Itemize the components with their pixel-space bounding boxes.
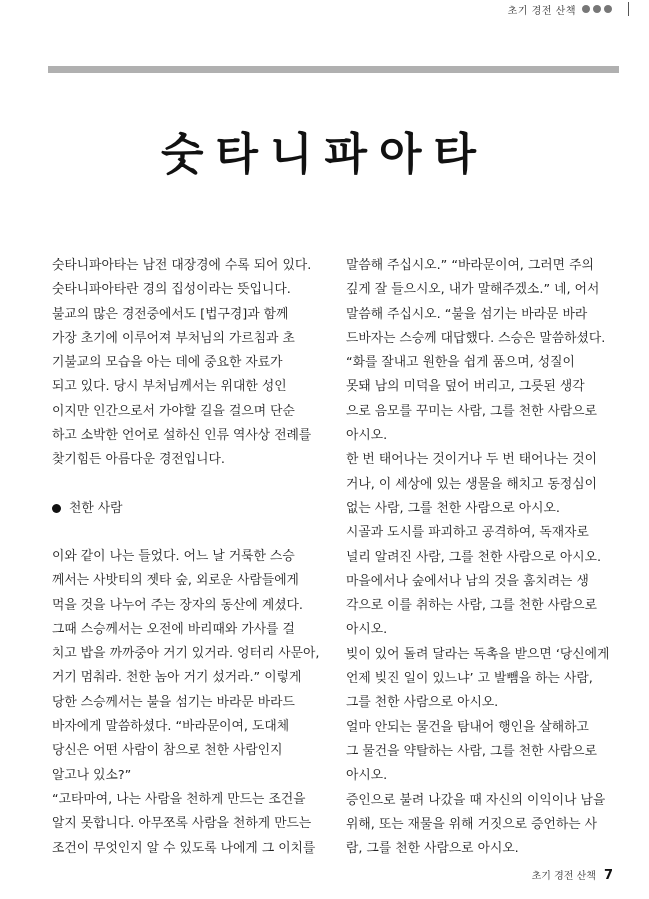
spacer [52,521,320,545]
section-heading-text: 천한 사람 [69,500,123,516]
left-column [52,254,320,861]
text-line: 말씀해 주십시오.” “바라문이여, 그러면 주의 [346,258,594,273]
footer-title: 초기 경전 산책 [531,871,596,882]
text-line: 거나, 이 세상에 있는 생물을 해치고 동정심이 [346,476,597,492]
text-line: 거기 멈춰라. 천한 놈아 거기 섰거라.” 이렇게 [52,670,302,686]
intro-paragraph [52,254,320,473]
text-line: 바자에게 말씀하셨다. “바라문이여, 도대체 [52,719,290,735]
text-line: “고타마여, 나는 사람을 천하게 만드는 조건을 [52,791,306,807]
text-line: 이와 같이 나는 들었다. 어느 날 거룩한 스승 [52,548,295,564]
dot-icon [582,5,590,13]
text-line: 치고 밥을 까까중아 거기 있거라. 엉터리 사문아, [52,646,320,662]
section-heading [52,497,320,521]
text-line: 찾기힘든 아름다운 경전입니다. [52,452,225,468]
text-line: 한 번 태어나는 것이거나 두 번 태어나는 것이 [346,452,597,468]
text-line: 아시오. [346,622,388,638]
text-line: 되고 있다. 당시 부처님께서는 위대한 성인 [52,379,287,395]
text-line: 알지 못합니다. 아무쪼록 사람을 천하게 만드는 [52,816,312,832]
dot-icon [604,5,612,13]
text-line: 시골과 도시를 파괴하고 공격하여, 독재자로 [346,525,589,541]
text-line: 이지만 인간으로서 가야할 길을 걸으며 단순 [52,403,295,419]
text-line: 깊게 잘 들으시오, 내가 말해주겠소.” 네, 어서 [346,282,600,298]
text-line: 언제 빚진 일이 있느냐’ 고 발뺌을 하는 사람, [346,671,593,687]
right-column [346,254,614,861]
text-line: 드바자는 스승께 대답했다. 스승은 말씀하셨다. [346,330,606,346]
title-rule [48,66,619,73]
text-line: 못돼 남의 미덕을 덮어 버리고, 그릇된 생각 [346,379,585,395]
text-line: 가장 초기에 이루어져 부처님의 가르침과 초 [52,330,295,346]
body-paragraph [52,545,320,861]
spacer [52,473,320,497]
text-line: 아시오. [346,768,388,784]
page-number: 7 [603,868,613,883]
text-line: “화를 잘내고 원한을 쉽게 품으며, 성질이 [346,355,575,371]
text-line: 그 물건을 약탈하는 사람, 그를 천한 사람으로 [346,743,597,759]
text-line: 먹을 것을 나누어 주는 장자의 동산에 계셨다. [52,597,303,613]
text-line: 당신은 어떤 사람이 참으로 천한 사람인지 [52,743,283,759]
text-line: 기불교의 모습을 아는 데에 중요한 자료가 [52,355,283,371]
text-line: 마을에서나 숲에서나 남의 것을 훔치려는 생 [346,573,589,589]
text-line: 널리 알려진 사람, 그를 천한 사람으로 아시오. [346,549,602,565]
text-line: 람, 그를 천한 사람으로 아시오. [346,841,519,857]
text-line: 그를 천한 사람으로 아시오. [346,695,499,711]
bullet-icon [52,504,61,513]
text-line: 위해, 또는 재물을 위해 거짓으로 증언하는 사 [346,816,597,832]
page-title: 숫타니파아타 [160,129,489,180]
text-line: 알고나 있소?” [52,767,132,783]
text-line: 숫타니파아타는 남전 대장경에 수록 되어 있다. [52,258,312,273]
text-line: 빚이 있어 돌려 달라는 독촉을 받으면 ‘당신에게 [346,646,610,662]
text-line: 하고 소박한 언어로 설하신 인류 역사상 전례를 [52,428,312,444]
running-header [508,0,629,18]
text-line: 으로 음모를 꾸미는 사람, 그를 천한 사람으로 [346,403,597,419]
text-line: 각으로 이를 취하는 사람, 그를 천한 사람으로 [346,598,597,614]
text-line: 조건이 무엇인지 알 수 있도록 나에게 그 이치를 [52,840,316,856]
text-line: 말씀해 주십시오. “불을 섬기는 바라문 바라 [346,306,588,322]
text-line: 그때 스승께서는 오전에 바리때와 가사를 걸 [52,621,295,637]
text-line: 숫타니파아타란 경의 집성이라는 뜻입니다. [52,282,291,298]
text-line: 증인으로 불려 나갔을 때 자신의 이익이나 남을 [346,792,606,808]
text-line: 아시오. [346,428,388,444]
header-title: 초기 경전 산책 [507,5,576,17]
text-line: 불교의 많은 경전중에서도 [법구경]과 함께 [52,306,289,322]
dot-icon [593,5,601,13]
running-footer [532,867,613,883]
text-line: 없는 사람, 그를 천한 사람으로 아시오. [346,500,560,516]
text-line: 께서는 사밧티의 젯타 숲, 외로운 사람들에게 [52,573,299,589]
text-line: 얼마 안되는 물건을 탐내어 행인을 살해하고 [346,719,589,735]
text-line: 당한 스승께서는 불을 섬기는 바라문 바라드 [52,694,295,710]
header-dots [582,5,612,13]
right-paragraph [346,254,614,861]
header-divider [628,2,629,16]
